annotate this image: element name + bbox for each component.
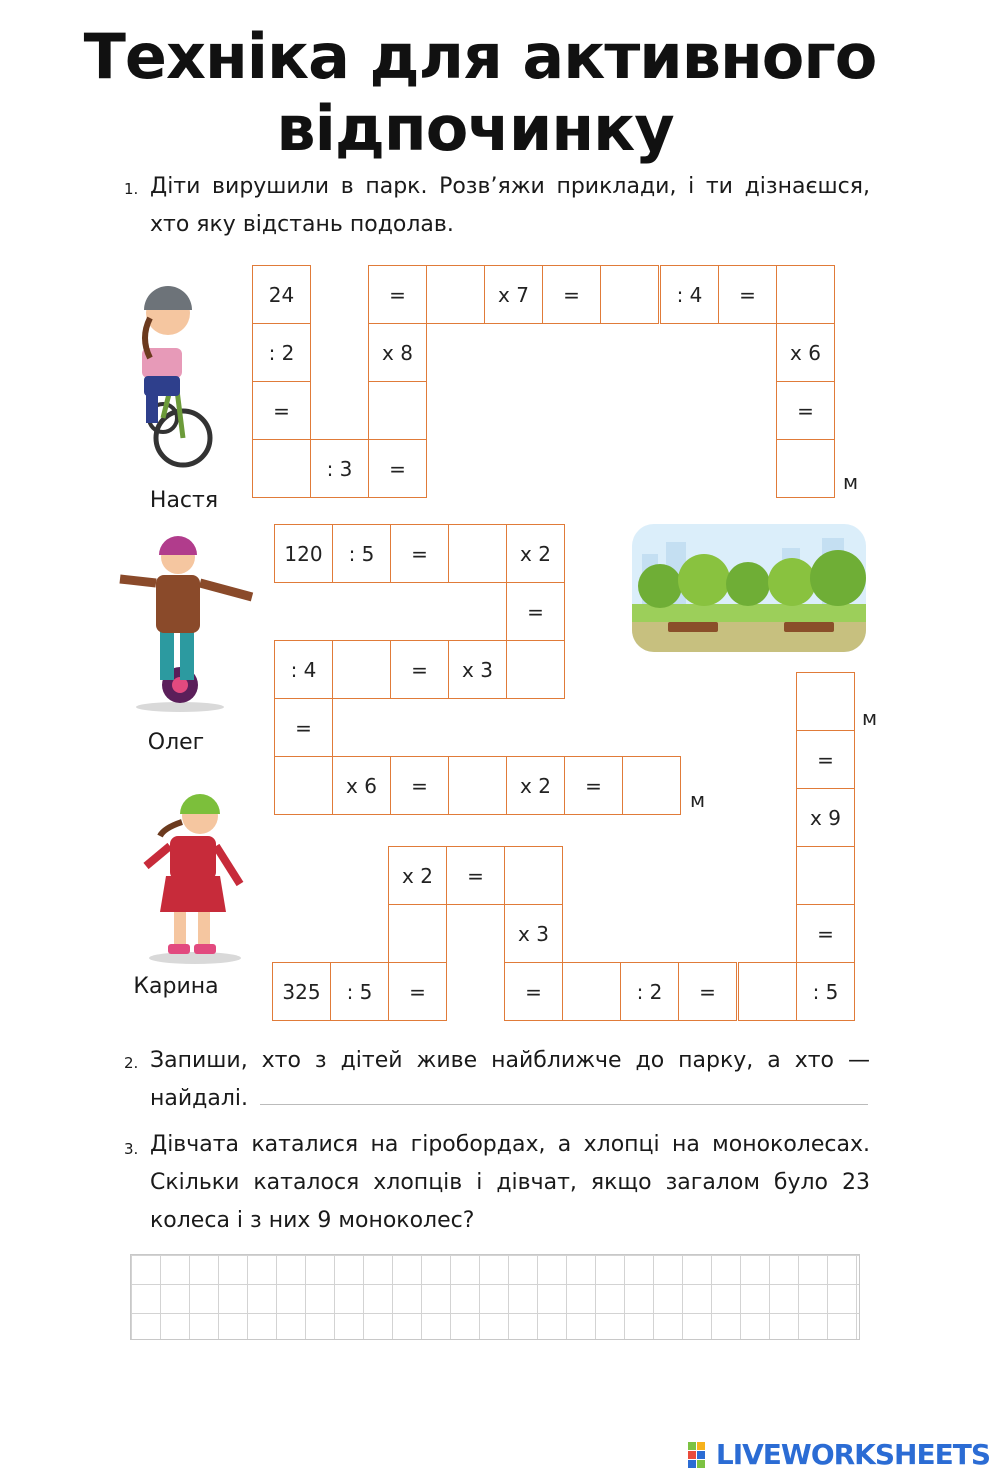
karyna-answer-cell[interactable]	[738, 962, 797, 1021]
karyna-eq: =	[796, 904, 855, 963]
oleh-answer-cell[interactable]	[332, 640, 391, 699]
task2-number: 2.	[124, 1054, 139, 1072]
page-title-line2: відпочинку	[276, 92, 674, 165]
oleh-eq: =	[390, 756, 449, 815]
kid-name-karyna: Карина	[133, 974, 219, 999]
karyna-op: : 5	[330, 962, 389, 1021]
oleh-op: х 6	[332, 756, 391, 815]
task3-number: 3.	[124, 1140, 139, 1158]
karyna-eq: =	[446, 846, 505, 905]
karyna-op: х 9	[796, 788, 855, 847]
oleh-eq: =	[274, 698, 333, 757]
girl-on-rollerskates-icon	[140, 786, 250, 968]
oleh-op: х 3	[448, 640, 507, 699]
boy-on-monowheel-icon	[118, 535, 256, 715]
karyna-unit: м	[862, 706, 878, 730]
karyna-op: х 2	[388, 846, 447, 905]
karyna-result-cell[interactable]	[796, 672, 855, 731]
oleh-answer-cell[interactable]	[448, 756, 507, 815]
karyna-eq: =	[796, 730, 855, 789]
kid-name-oleh: Олег	[147, 730, 205, 755]
nastia-start: 24	[252, 265, 311, 324]
karyna-answer-cell[interactable]	[562, 962, 621, 1021]
oleh-op: : 5	[332, 524, 391, 583]
task2-answer-line[interactable]	[260, 1104, 868, 1105]
oleh-eq: =	[390, 640, 449, 699]
karyna-eq: =	[678, 962, 737, 1021]
oleh-answer-cell[interactable]	[506, 640, 565, 699]
karyna-eq: =	[504, 962, 563, 1021]
kid-name-nastia: Настя	[149, 488, 219, 513]
nastia-answer-cell[interactable]	[252, 439, 311, 498]
page-title-line1: Техніка для активного	[83, 20, 877, 93]
task1-number: 1.	[124, 180, 139, 198]
park-icon	[632, 524, 866, 652]
oleh-answer-cell[interactable]	[448, 524, 507, 583]
nastia-answer-cell[interactable]	[600, 265, 659, 324]
nastia-eq: =	[368, 439, 427, 498]
task2-text: Запиши, хто з дітей живе найближче до парку, а хто — найдалі.	[150, 1048, 870, 1111]
karyna-answer-cell[interactable]	[388, 904, 447, 963]
nastia-result-cell[interactable]	[776, 439, 835, 498]
karyna-start: 325	[272, 962, 331, 1021]
karyna-op: х 3	[504, 904, 563, 963]
nastia-answer-cell[interactable]	[776, 265, 835, 324]
liveworksheets-logo-icon	[688, 1442, 714, 1468]
oleh-answer-cell[interactable]	[274, 756, 333, 815]
oleh-unit: м	[690, 788, 706, 812]
karyna-answer-cell[interactable]	[504, 846, 563, 905]
oleh-eq: =	[506, 582, 565, 641]
oleh-eq: =	[564, 756, 623, 815]
nastia-op: : 3	[310, 439, 369, 498]
nastia-eq: =	[368, 265, 427, 324]
nastia-op: : 2	[252, 323, 311, 382]
nastia-eq: =	[542, 265, 601, 324]
oleh-op: : 4	[274, 640, 333, 699]
nastia-op: х 7	[484, 265, 543, 324]
karyna-op: : 2	[620, 962, 679, 1021]
oleh-eq: =	[390, 524, 449, 583]
oleh-result-cell[interactable]	[622, 756, 681, 815]
karyna-answer-cell[interactable]	[796, 846, 855, 905]
nastia-op: х 8	[368, 323, 427, 382]
task1-text: Діти вирушили в парк. Розв’яжи приклади, і ти дізнаєшся, хто яку відстань подолав.	[150, 174, 870, 237]
girl-on-bicycle-icon	[128, 268, 218, 480]
logo-text: LIVEWORKSHEETS	[715, 1438, 990, 1471]
task3-text: Дівчата каталися на гіробордах, а хлопці на моноколесах. Скільки каталося хлопців і дівчат, якщо загалом було 23 колеса і з них 9 моноколес?	[150, 1132, 870, 1233]
nastia-answer-cell[interactable]	[426, 265, 485, 324]
answer-grid[interactable]	[130, 1254, 860, 1340]
nastia-answer-cell[interactable]	[368, 381, 427, 440]
nastia-unit: м	[843, 470, 859, 494]
nastia-eq: =	[718, 265, 777, 324]
oleh-op: х 2	[506, 524, 565, 583]
karyna-op: : 5	[796, 962, 855, 1021]
karyna-eq: =	[388, 962, 447, 1021]
nastia-op: : 4	[660, 265, 719, 324]
oleh-start: 120	[274, 524, 333, 583]
oleh-op: х 2	[506, 756, 565, 815]
liveworksheets-logo	[688, 1438, 990, 1471]
nastia-op: х 6	[776, 323, 835, 382]
nastia-eq: =	[252, 381, 311, 440]
nastia-eq: =	[776, 381, 835, 440]
